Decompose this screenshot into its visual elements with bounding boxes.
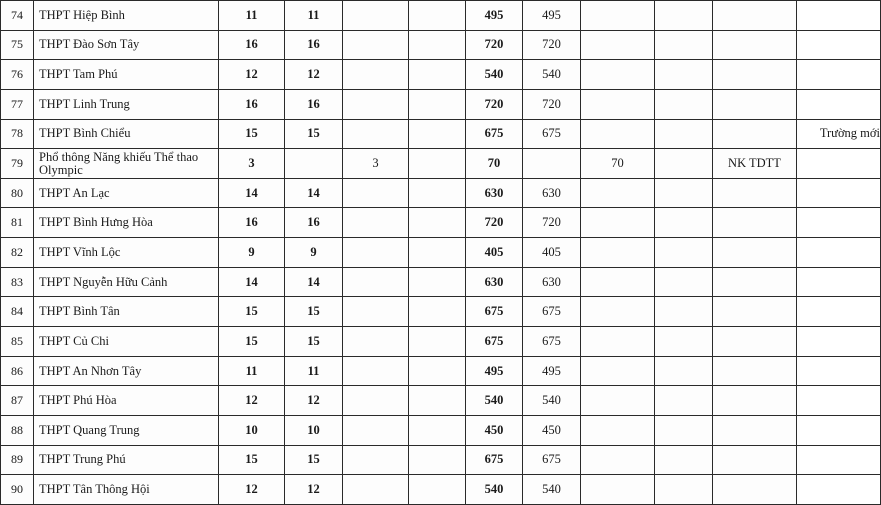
cell-students-regular [523,149,581,179]
cell-school-name: THPT Bình Tân [34,297,219,327]
cell-program [713,208,797,238]
cell-classes-regular: 11 [285,1,343,31]
cell-classes-special [343,238,409,268]
cell-school-name: THPT Tam Phú [34,60,219,90]
cell-note [797,327,881,357]
cell-classes-special [343,475,409,505]
cell-students-regular: 540 [523,386,581,416]
cell-students-special [581,445,655,475]
cell-students-other [655,297,713,327]
cell-students-other [655,386,713,416]
table-body [1,1,881,505]
cell-students-regular: 495 [523,356,581,386]
table-row [1,386,881,416]
cell-stt: 80 [1,178,34,208]
cell-classes-other [409,119,466,149]
cell-note [797,267,881,297]
cell-total-classes: 15 [219,445,285,475]
cell-classes-regular: 12 [285,386,343,416]
cell-students-other [655,60,713,90]
cell-school-name: THPT Phú Hòa [34,386,219,416]
table-row [1,475,881,505]
cell-students-special [581,119,655,149]
cell-classes-regular: 12 [285,475,343,505]
cell-classes-regular: 15 [285,445,343,475]
cell-total-classes: 11 [219,356,285,386]
cell-students-special: 70 [581,149,655,179]
table-row [1,60,881,90]
cell-stt: 87 [1,386,34,416]
cell-total-students: 675 [466,445,523,475]
table-row [1,149,881,179]
cell-classes-special [343,178,409,208]
cell-classes-special [343,119,409,149]
cell-program [713,267,797,297]
cell-total-classes: 9 [219,238,285,268]
cell-students-regular: 720 [523,89,581,119]
cell-program [713,30,797,60]
cell-program [713,327,797,357]
cell-classes-other [409,297,466,327]
cell-total-classes: 16 [219,30,285,60]
cell-students-special [581,415,655,445]
cell-note: Trường mới [797,119,881,149]
cell-students-special [581,356,655,386]
cell-classes-other [409,178,466,208]
cell-students-special [581,178,655,208]
cell-stt: 75 [1,30,34,60]
cell-students-other [655,327,713,357]
cell-total-students: 720 [466,208,523,238]
cell-classes-other [409,475,466,505]
cell-total-classes: 16 [219,208,285,238]
cell-students-special [581,208,655,238]
cell-stt: 88 [1,415,34,445]
cell-school-name: THPT Linh Trung [34,89,219,119]
cell-students-regular: 675 [523,327,581,357]
cell-classes-other [409,267,466,297]
cell-students-regular: 675 [523,119,581,149]
cell-students-other [655,89,713,119]
table-row [1,208,881,238]
cell-students-special [581,30,655,60]
cell-students-special [581,238,655,268]
cell-total-classes: 10 [219,415,285,445]
cell-classes-other [409,1,466,31]
cell-classes-special [343,267,409,297]
cell-classes-other [409,327,466,357]
cell-program [713,475,797,505]
cell-students-other [655,267,713,297]
cell-school-name: THPT An Lạc [34,178,219,208]
cell-note [797,386,881,416]
cell-total-classes: 15 [219,327,285,357]
cell-students-regular: 675 [523,297,581,327]
cell-note [797,208,881,238]
cell-stt: 78 [1,119,34,149]
cell-total-students: 720 [466,30,523,60]
cell-stt: 77 [1,89,34,119]
cell-program [713,119,797,149]
cell-total-classes: 15 [219,297,285,327]
cell-classes-regular: 15 [285,297,343,327]
cell-total-classes: 14 [219,267,285,297]
cell-classes-regular: 16 [285,89,343,119]
cell-program [713,89,797,119]
cell-classes-other [409,238,466,268]
cell-classes-regular: 11 [285,356,343,386]
cell-school-name: THPT Trung Phú [34,445,219,475]
cell-classes-regular: 15 [285,119,343,149]
cell-stt: 86 [1,356,34,386]
cell-students-regular: 540 [523,60,581,90]
cell-students-special [581,327,655,357]
cell-classes-other [409,89,466,119]
cell-school-name: THPT Nguyễn Hữu Cảnh [34,267,219,297]
cell-total-classes: 12 [219,475,285,505]
cell-classes-regular: 12 [285,60,343,90]
cell-total-students: 450 [466,415,523,445]
cell-classes-other [409,445,466,475]
cell-program [713,386,797,416]
table-row [1,445,881,475]
cell-students-other [655,415,713,445]
cell-total-classes: 3 [219,149,285,179]
cell-program [713,445,797,475]
cell-students-regular: 405 [523,238,581,268]
cell-classes-special [343,1,409,31]
cell-note [797,89,881,119]
table-row [1,297,881,327]
cell-students-other [655,208,713,238]
cell-students-regular: 720 [523,208,581,238]
cell-school-name: THPT Hiệp Bình [34,1,219,31]
cell-students-regular: 630 [523,267,581,297]
cell-stt: 90 [1,475,34,505]
cell-total-students: 70 [466,149,523,179]
cell-classes-other [409,356,466,386]
cell-students-regular: 675 [523,445,581,475]
cell-students-special [581,386,655,416]
cell-classes-regular: 16 [285,30,343,60]
table-row [1,267,881,297]
table-row [1,238,881,268]
cell-school-name: THPT Quang Trung [34,415,219,445]
cell-students-other [655,238,713,268]
cell-total-classes: 12 [219,386,285,416]
cell-students-special [581,89,655,119]
cell-students-regular: 540 [523,475,581,505]
cell-school-name: THPT Tân Thông Hội [34,475,219,505]
cell-classes-other [409,149,466,179]
cell-program [713,238,797,268]
cell-classes-regular: 15 [285,327,343,357]
cell-total-students: 495 [466,1,523,31]
cell-school-name: THPT Vĩnh Lộc [34,238,219,268]
cell-school-name: THPT An Nhơn Tây [34,356,219,386]
cell-total-classes: 14 [219,178,285,208]
cell-students-other [655,445,713,475]
cell-stt: 82 [1,238,34,268]
cell-classes-other [409,208,466,238]
cell-note [797,1,881,31]
cell-students-other [655,356,713,386]
cell-classes-other [409,30,466,60]
cell-students-other [655,149,713,179]
cell-program: NK TDTT [713,149,797,179]
cell-stt: 85 [1,327,34,357]
cell-total-students: 720 [466,89,523,119]
cell-program [713,1,797,31]
cell-total-students: 540 [466,475,523,505]
table-row [1,356,881,386]
table-row [1,178,881,208]
table-row [1,415,881,445]
cell-classes-other [409,60,466,90]
cell-classes-special [343,386,409,416]
cell-classes-regular: 10 [285,415,343,445]
cell-students-other [655,475,713,505]
cell-program [713,356,797,386]
table-row [1,1,881,31]
cell-note [797,445,881,475]
cell-total-students: 540 [466,386,523,416]
cell-students-other [655,1,713,31]
cell-classes-special [343,327,409,357]
cell-stt: 79 [1,149,34,179]
table-row [1,89,881,119]
cell-students-special [581,1,655,31]
cell-note [797,475,881,505]
cell-stt: 81 [1,208,34,238]
cell-total-students: 630 [466,267,523,297]
cell-total-classes: 12 [219,60,285,90]
cell-total-classes: 16 [219,89,285,119]
cell-program [713,60,797,90]
cell-total-students: 495 [466,356,523,386]
cell-classes-special [343,89,409,119]
cell-note [797,415,881,445]
cell-stt: 83 [1,267,34,297]
cell-stt: 74 [1,1,34,31]
cell-program [713,178,797,208]
cell-total-students: 540 [466,60,523,90]
cell-classes-special [343,30,409,60]
cell-note [797,60,881,90]
cell-students-other [655,30,713,60]
cell-total-students: 405 [466,238,523,268]
cell-school-name: THPT Củ Chi [34,327,219,357]
cell-note [797,30,881,60]
cell-classes-special [343,356,409,386]
cell-classes-special [343,60,409,90]
cell-school-name: Phổ thông Năng khiếu Thể thao Olympic [34,149,219,179]
cell-total-classes: 11 [219,1,285,31]
cell-classes-special [343,445,409,475]
cell-students-special [581,475,655,505]
table-row [1,30,881,60]
table-row [1,327,881,357]
cell-students-other [655,119,713,149]
cell-students-regular: 720 [523,30,581,60]
cell-note [797,297,881,327]
cell-students-special [581,297,655,327]
cell-classes-regular [285,149,343,179]
cell-program [713,415,797,445]
cell-program [713,297,797,327]
table-row [1,119,881,149]
cell-stt: 84 [1,297,34,327]
cell-classes-regular: 9 [285,238,343,268]
cell-stt: 89 [1,445,34,475]
cell-classes-regular: 14 [285,178,343,208]
cell-total-students: 675 [466,327,523,357]
cell-note [797,356,881,386]
cell-total-students: 675 [466,119,523,149]
cell-total-students: 675 [466,297,523,327]
cell-students-regular: 630 [523,178,581,208]
cell-school-name: THPT Bình Chiểu [34,119,219,149]
cell-classes-other [409,386,466,416]
cell-students-regular: 450 [523,415,581,445]
cell-total-students: 630 [466,178,523,208]
cell-classes-special [343,297,409,327]
cell-students-other [655,178,713,208]
cell-total-classes: 15 [219,119,285,149]
cell-note [797,178,881,208]
cell-classes-other [409,415,466,445]
cell-note [797,238,881,268]
cell-classes-regular: 16 [285,208,343,238]
cell-classes-regular: 14 [285,267,343,297]
cell-students-special [581,60,655,90]
cell-classes-special [343,415,409,445]
cell-school-name: THPT Bình Hưng Hòa [34,208,219,238]
cell-students-regular: 495 [523,1,581,31]
cell-school-name: THPT Đào Sơn Tây [34,30,219,60]
cell-stt: 76 [1,60,34,90]
cell-classes-special [343,208,409,238]
cell-note [797,149,881,179]
cell-students-special [581,267,655,297]
cell-classes-special: 3 [343,149,409,179]
